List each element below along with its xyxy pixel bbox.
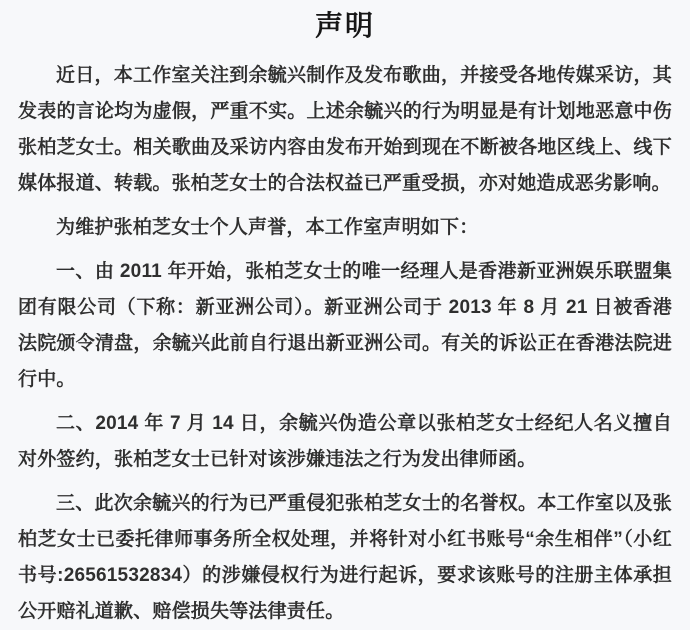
statement-title: 声明 <box>314 10 375 41</box>
statement-item-2: 二、2014 年 7 月 14 日，余毓兴伪造公章以张柏芝女士经纪人名义擅自对外签约，张柏芝女士已针对该涉嫌违法之行为发出律师函。 <box>18 413 672 470</box>
statement-paragraph-lead-in: 为维护张柏芝女士个人声誉，本工作室声明如下： <box>56 217 479 238</box>
statement-paragraph-intro: 近日，本工作室关注到余毓兴制作及发布歌曲，并接受各地传媒采访，其发表的言论均为虚假，严重不实。上述余毓兴的行为明显是有计划地恶意中伤张柏芝女士。相关歌曲及采访内容由发布开始到现在不断被各地区线上、线下媒体报道、转载。张柏芝女士的合法权益已严重受损，亦对她造成恶劣影响。 <box>18 65 672 194</box>
statement-item-3: 三、此次余毓兴的行为已严重侵犯张柏芝女士的名誉权。本工作室以及张柏芝女士已委托律师事务所全权处理，并将针对小红书账号“余生相伴”（小红书号:26561532834）的涉嫌侵权行为进行起诉，要求该账号的注册主体承担公开赔礼道歉、赔偿损失等法律责任。 <box>18 493 672 622</box>
statement-item-1: 一、由 2011 年开始，张柏芝女士的唯一经理人是香港新亚洲娱乐联盟集团有限公司（下称：新亚洲公司）。新亚洲公司于 2013 年 8 月 21 日被香港法院颁令清盘，余毓兴此前自行退出新亚洲公司。有关的诉讼正在香港法院进行中。 <box>18 261 672 390</box>
